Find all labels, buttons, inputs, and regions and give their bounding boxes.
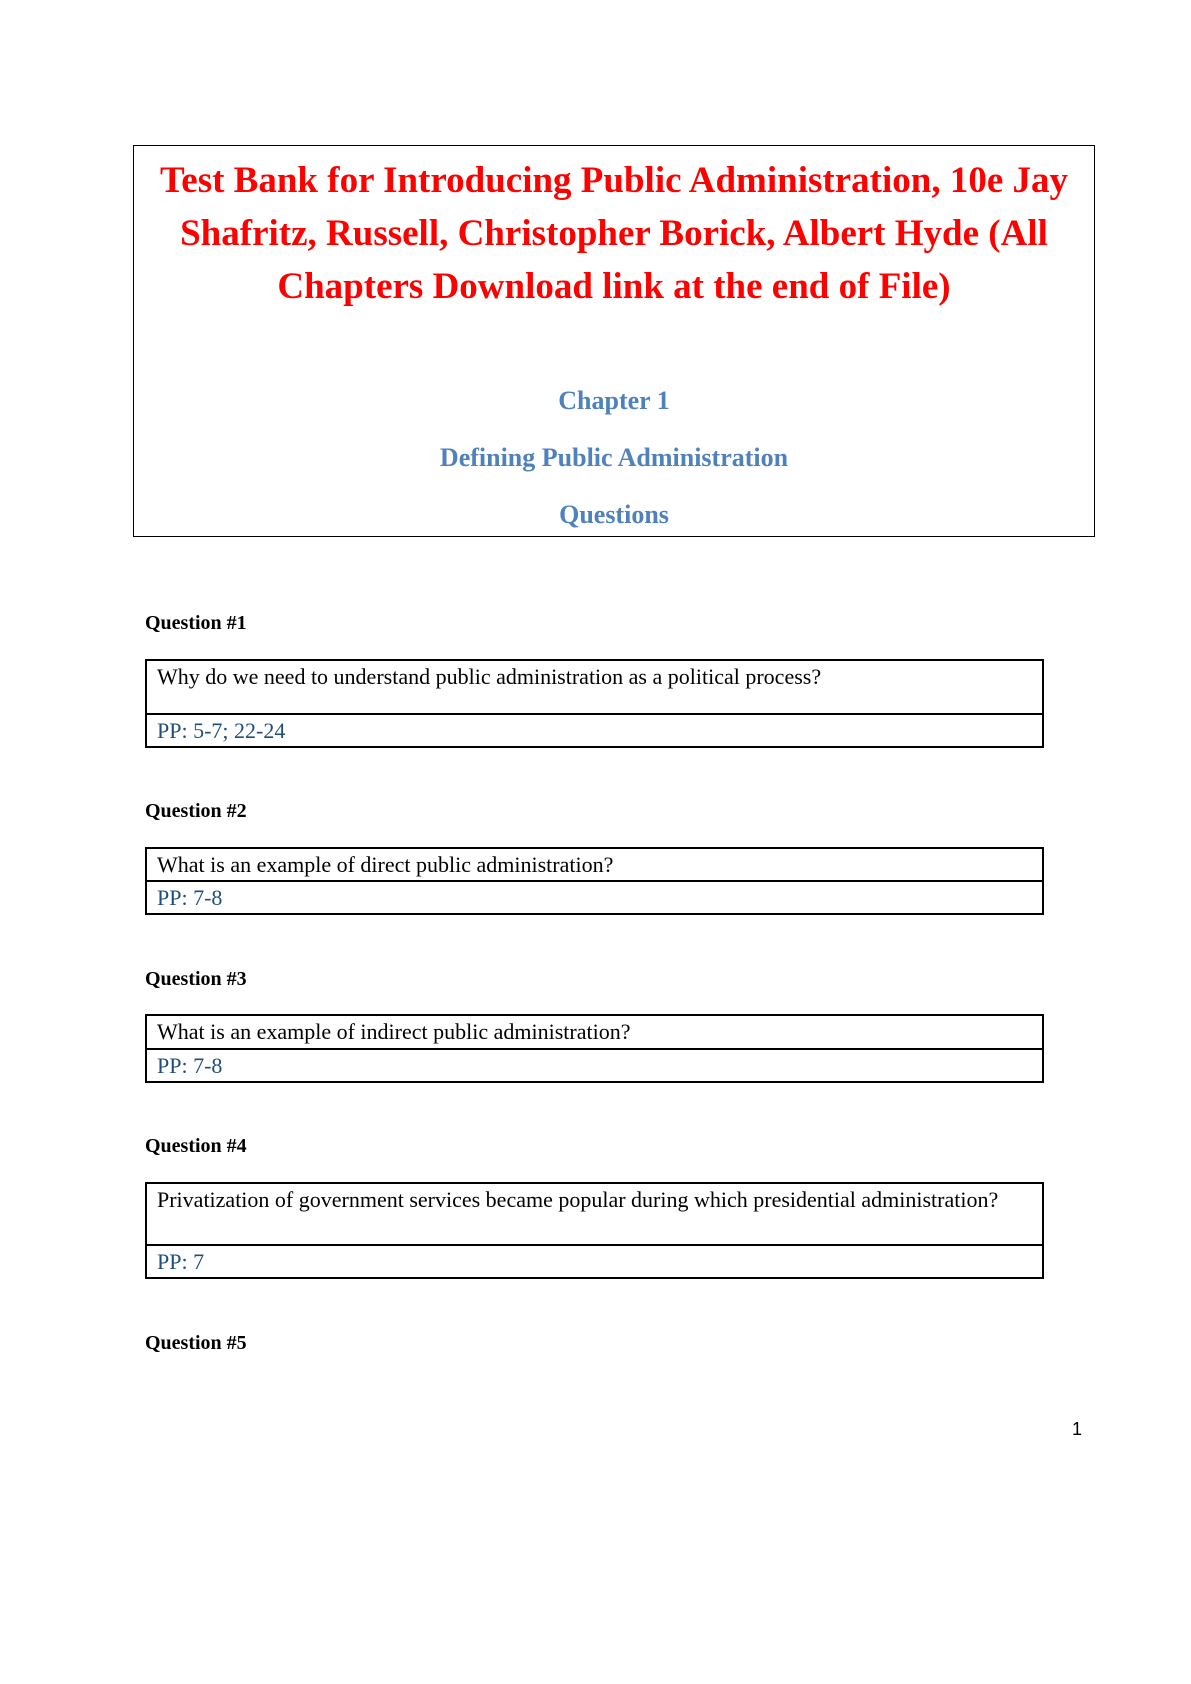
pp-pages: : 7-8	[181, 1053, 223, 1078]
question-table	[145, 659, 1044, 748]
question-text: Why do we need to understand public administration as a political process?	[147, 661, 1042, 715]
question-table	[145, 847, 1044, 915]
pp-label: PP	[157, 885, 182, 910]
page-reference	[147, 1050, 1042, 1081]
page-reference	[147, 715, 1042, 746]
question-text: What is an example of direct public administration?	[147, 849, 1042, 882]
pp-pages: : 7	[181, 1249, 205, 1274]
pp-pages: : 7-8	[181, 885, 223, 910]
question-label: Question #3	[145, 968, 247, 990]
page-reference	[147, 1246, 1042, 1277]
question-text: Privatization of government services became popular during which presidential administration?	[147, 1184, 1042, 1246]
question-label: Question #5	[145, 1332, 247, 1354]
page-reference	[147, 882, 1042, 913]
question-text: What is an example of indirect public administration?	[147, 1016, 1042, 1050]
pp-pages: : 5-7; 22-24	[181, 718, 286, 743]
question-label: Question #1	[145, 612, 247, 634]
pp-label: PP	[157, 718, 182, 743]
topic-heading: Defining Public Administration	[439, 443, 789, 472]
page-number: 1	[1071, 1419, 1082, 1439]
pp-label: PP	[157, 1249, 182, 1274]
question-label: Question #2	[145, 800, 247, 822]
chapter-heading: Chapter 1	[558, 386, 670, 415]
question-table	[145, 1014, 1044, 1083]
section-heading: Questions	[559, 500, 669, 529]
document-title: Test Bank for Introducing Public Administration, 10e Jay Shafritz, Russell, Christopher Borick, Albert Hyde (All Chapters Download link at the end of File)	[159, 160, 1069, 307]
pp-label: PP	[157, 1053, 182, 1078]
title-box	[133, 145, 1095, 537]
question-label: Question #4	[145, 1135, 247, 1157]
question-table	[145, 1182, 1044, 1279]
